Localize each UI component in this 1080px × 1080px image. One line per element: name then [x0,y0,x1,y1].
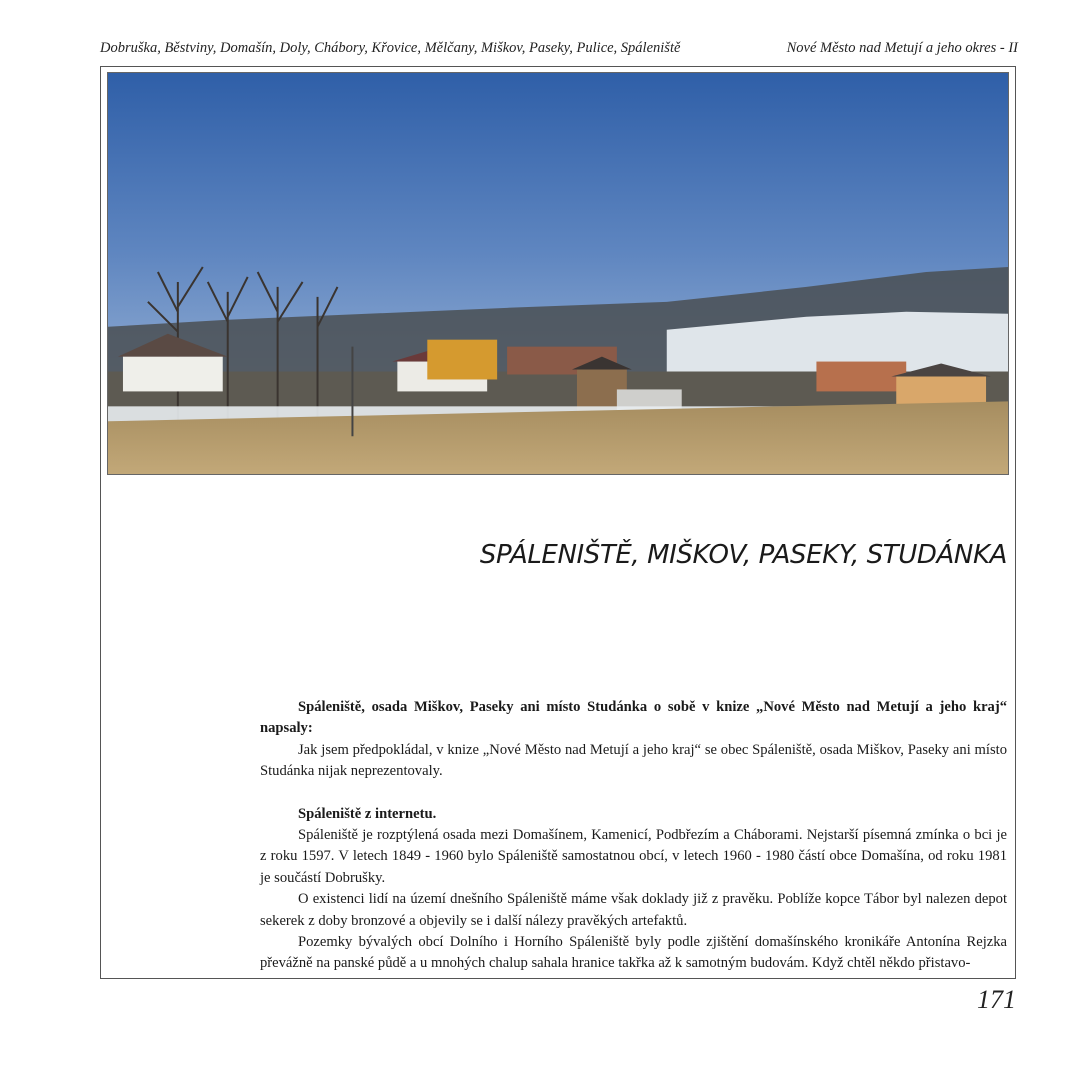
landscape-photo [107,72,1009,475]
page-number: 171 [977,985,1016,1014]
paragraph: Jak jsem předpokládal, v knize „Nové Město nad Metují a jeho kraj“ se obec Spáleniště, osada Miškov, Paseky ani místo Studánka nijak neprezentovaly. [260,741,1007,780]
body-text [260,697,1007,975]
running-header-right: Nové Město nad Metují a jeho okres - II [786,40,1018,56]
chapter-title: SPÁLENIŠTĚ, MIŠKOV, PASEKY, STUDÁNKA [479,540,1007,570]
paragraph-gap [260,783,1007,804]
running-header-left: Dobruška, Běstviny, Domašín, Doly, Chábory, Křovice, Mělčany, Miškov, Paseky, Pulice, Spáleniště [100,40,681,56]
paragraph: Spáleniště je rozptýlená osada mezi Domašínem, Kamenicí, Podbřezím a Cháborami. Nejstarší písemná zmínka o bci je z roku 1597. V letech 1849 - 1960 bylo Spáleniště samostatnou obcí, v letech 1960 - 1980 částí obce Domašína, od roku 1981 je součástí Dobrušky. [260,827,1007,886]
paragraph: Pozemky bývalých obcí Dolního i Horního Spáleniště byly podle zjištění domašínského kronikáře Antonína Rejzka převážně na panské půdě a u mnohých chalup sahala hranice takřka až k samotným budovám. Když chtěl někdo přistavo- [260,934,1007,972]
landscape-illustration [108,73,1008,474]
section-heading: Spáleniště z internetu. [298,805,437,822]
paragraph: O existenci lidí na území dnešního Spáleniště máme však doklady již z pravěku. Poblíže kopce Tábor byl nalezen depot sekerek z doby bronzové a objevily se i další nálezy pravěkých artefaktů. [260,891,1007,929]
section-heading: Spáleniště, osada Miškov, Paseky ani místo Studánka o sobě v knize „Nové Město nad Metují a jeho kraj“ napsaly: [260,699,1007,737]
running-header [100,40,1018,60]
